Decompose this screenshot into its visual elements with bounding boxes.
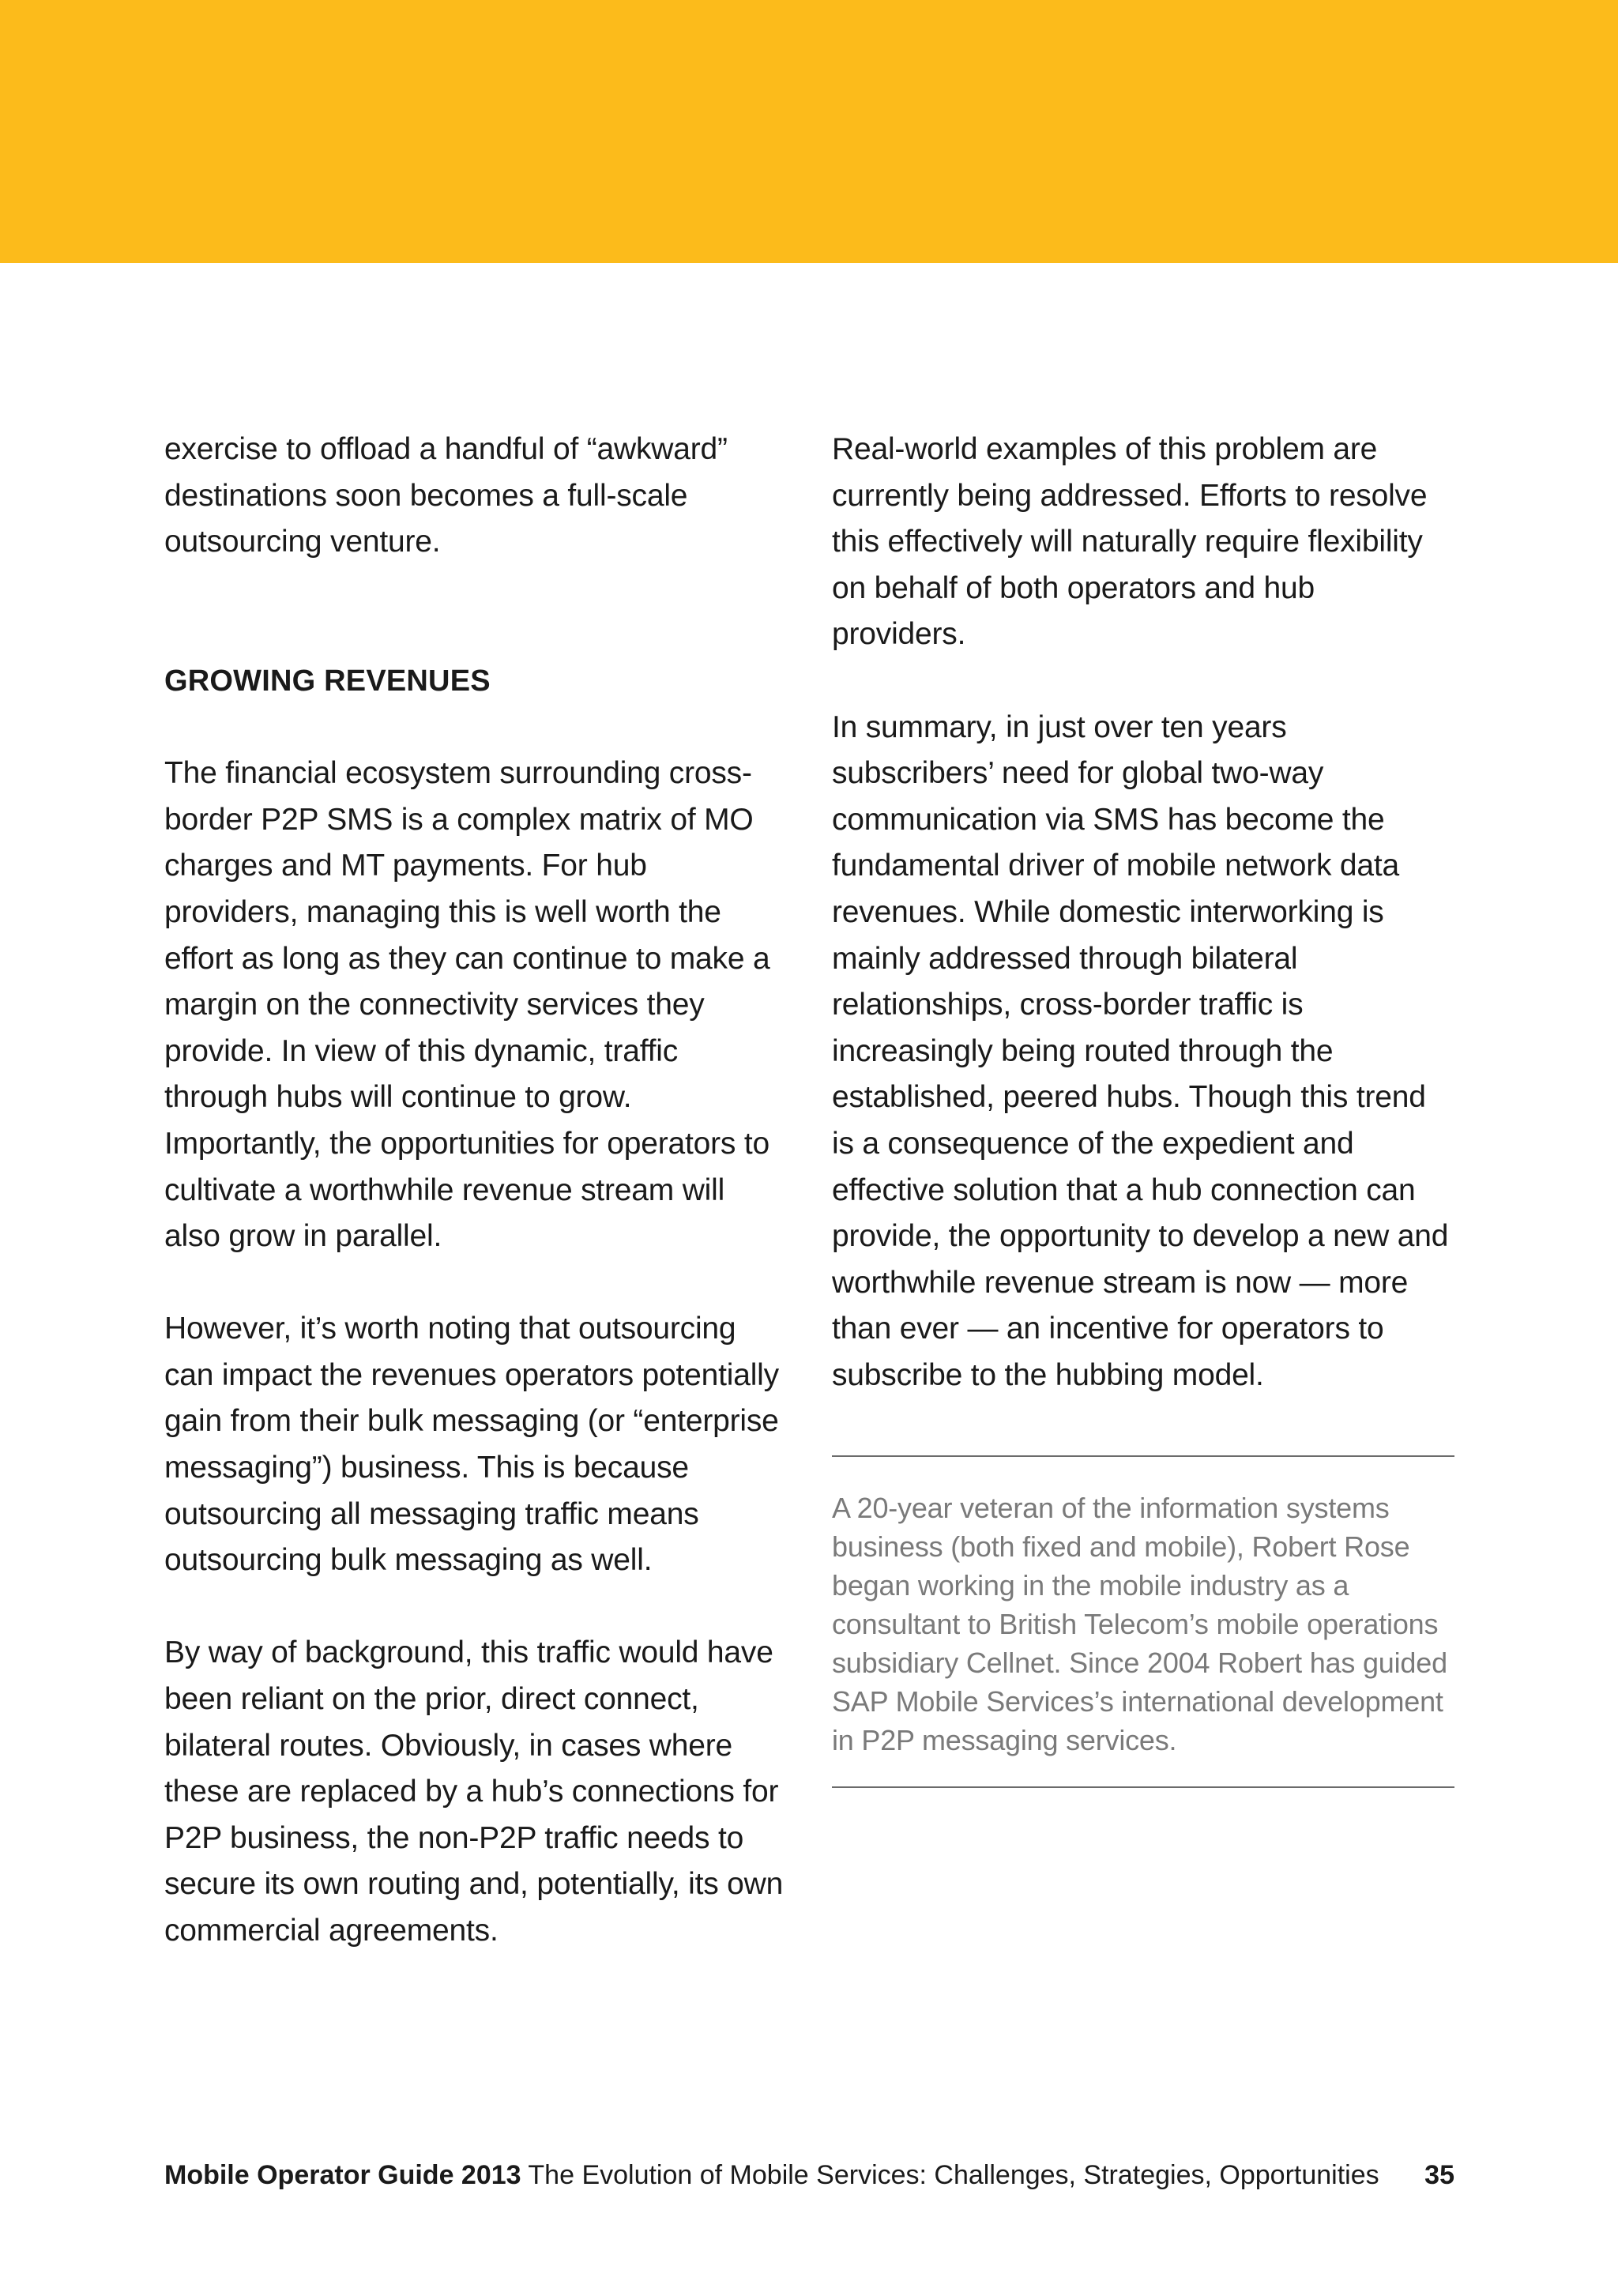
body-paragraph: Real-world examples of this problem are currently being addressed. Efforts to resolve this effectively will naturally require flexibility on behalf of both operators and hub providers.: [832, 432, 1428, 652]
body-paragraph: The financial ecosystem surrounding cross-border P2P SMS is a complex matrix of MO charges and MT payments. For hub providers, managing this is well worth the effort as long as they can continue to make a margin on the connectivity services they provide. In view of this dynamic, traffic through hubs will continue to grow. Importantly, the opportunities for operators to cultivate a worthwhile revenue stream will also grow in parallel.: [164, 756, 770, 1254]
section-heading: GROWING REVENUES: [164, 664, 491, 698]
left-column: [164, 427, 788, 1955]
intro-paragraph: exercise to offload a handful of “awkward” destinations soon becomes a full-scale outsourcing venture.: [164, 432, 728, 559]
summary-paragraph: In summary, in just over ten years subscribers’ need for global two-way communication via SMS has become the fundamental driver of mobile network data revenues. While domestic interworking is mainly addressed through bilateral relationships, cross-border traffic is increasingly being routed through the established, peered hubs. Though this trend is a consequence of the expedient and effective solution that a hub connection can provide, the opportunity to develop a new and worthwhile revenue stream is now — more than ever — an incentive for operators to subscribe to the hubbing model.: [832, 710, 1449, 1392]
divider: [832, 1455, 1454, 1457]
body-paragraph: However, it’s worth noting that outsourcing can impact the revenues operators potentially gain from their bulk messaging (or “enterprise messaging”) business. This is because outsourcing all messaging traffic means outsourcing bulk messaging as well.: [164, 1312, 779, 1578]
footer-guide-title: Mobile Operator Guide 2013: [164, 2160, 521, 2190]
footer-subtitle: The Evolution of Mobile Services: Challenges, Strategies, Opportunities: [528, 2160, 1379, 2190]
body-paragraph: By way of background, this traffic would have been reliant on the prior, direct connect, bilateral routes. Obviously, in cases where these are replaced by a hub’s connections for P2P business, the non-P2P traffic needs to secure its own routing and, potentially, its own commercial agreements.: [164, 1635, 784, 1948]
right-column: [832, 427, 1456, 1788]
author-bio: A 20-year veteran of the information systems business (both fixed and mobile), Robert Rose began working in the mobile industry as a consultant to British Telecom’s mobile operations subsidiary Cellnet. Since 2004 Robert has guided SAP Mobile Services’s international development in P2P messaging services.: [832, 1492, 1447, 1757]
page-footer: [164, 2155, 1454, 2195]
header-color-band: [0, 0, 1618, 263]
divider: [832, 1786, 1454, 1788]
page-number: 35: [1424, 2160, 1454, 2190]
